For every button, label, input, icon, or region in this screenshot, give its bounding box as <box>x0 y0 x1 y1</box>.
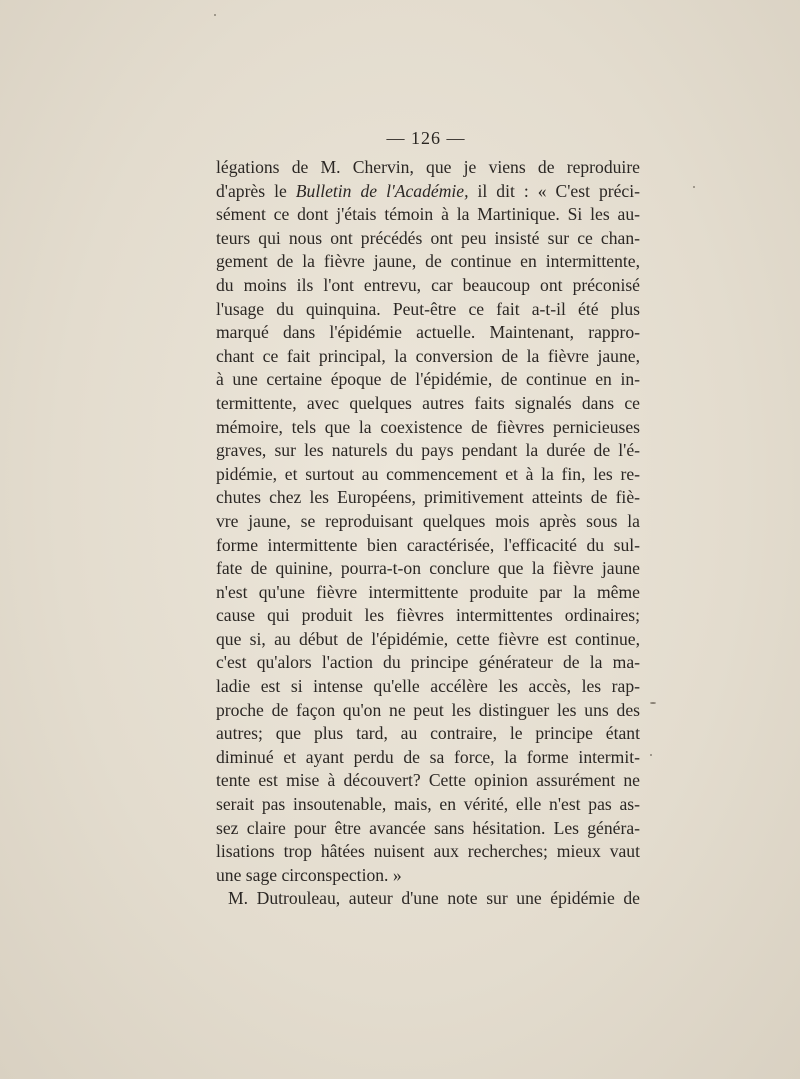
paper-speck <box>650 754 652 756</box>
page-number: — 126 — <box>386 128 466 148</box>
text-line-17: forme intermittente bien caractérisée, l'efficacité du sul- <box>216 534 640 555</box>
text-line-16: vre jaune, se reproduisant quelques mois après sous la <box>216 510 640 531</box>
text-line-27: tente est mise à découvert? Cette opinion assurément ne <box>216 770 640 791</box>
paper-speck <box>693 186 695 188</box>
text-line-2-lead: d'après le <box>216 180 296 201</box>
text-line-13: graves, sur les naturels du pays pendant la durée de l'é- <box>216 440 640 461</box>
text-line-32: M. Dutrouleau, auteur d'une note sur une épidémie de <box>228 888 640 909</box>
text-line-18: fate de quinine, pourra-t-on conclure que la fièvre jaune <box>216 558 640 579</box>
text-line-15: chutes chez les Européens, primitivement atteints de fiè- <box>216 487 640 508</box>
text-line-4: teurs qui nous ont précédés ont peu insisté sur ce chan- <box>216 227 640 248</box>
text-line-21: que si, au début de l'épidémie, cette fièvre est continue, <box>216 628 640 649</box>
text-line-2-tail: il dit : « C'est préci- <box>468 180 640 201</box>
text-line-10: à une certaine époque de l'épidémie, de continue en in- <box>216 369 640 390</box>
text-line-14: pidémie, et surtout au commencement et à la fin, les re- <box>216 463 640 484</box>
text-line-25: autres; que plus tard, au contraire, le principe étant <box>216 723 640 744</box>
body-text <box>216 156 640 911</box>
text-line-24: proche de façon qu'on ne peut les distinguer les uns des <box>216 699 640 720</box>
text-line-3: sément ce dont j'étais témoin à la Martinique. Si les au- <box>216 204 640 225</box>
bulletin-title: Bulletin de l'Académie, <box>295 180 469 201</box>
text-line-2 <box>216 180 640 204</box>
text-line-7: l'usage du quinquina. Peut-être ce fait a-t-il été plus <box>216 298 640 319</box>
text-line-9: chant ce fait principal, la conversion de la fièvre jaune, <box>216 345 640 366</box>
text-line-26: diminué et ayant perdu de sa force, la forme intermit- <box>216 746 640 767</box>
text-line-20: cause qui produit les fièvres intermittentes ordinaires; <box>216 605 640 626</box>
text-line-19: n'est qu'une fièvre intermittente produite par la même <box>216 581 640 602</box>
paper-speck <box>650 702 656 704</box>
text-line-8: marqué dans l'épidémie actuelle. Maintenant, rappro- <box>216 322 640 343</box>
text-line-28: serait pas insoutenable, mais, en vérité, elle n'est pas as- <box>216 794 640 815</box>
text-line-31: une sage circonspection. » <box>216 864 402 885</box>
text-line-12: mémoire, tels que la coexistence de fièvres pernicieuses <box>216 416 640 437</box>
paper-speck <box>214 14 216 16</box>
text-line-11: termittente, avec quelques autres faits signalés dans ce <box>216 392 640 413</box>
text-line-30: lisations trop hâtées nuisent aux recherches; mieux vaut <box>216 841 640 862</box>
text-line-29: sez claire pour être avancée sans hésitation. Les généra- <box>216 817 640 838</box>
text-line-22: c'est qu'alors l'action du principe générateur de la ma- <box>216 652 640 673</box>
text-line-5: gement de la fièvre jaune, de continue en intermittente, <box>216 251 640 272</box>
text-line-1: légations de M. Chervin, que je viens de reproduire <box>216 157 640 177</box>
text-line-23: ladie est si intense qu'elle accélère les accès, les rap- <box>216 676 640 697</box>
text-line-6: du moins ils l'ont entrevu, car beaucoup ont préconisé <box>216 274 640 295</box>
